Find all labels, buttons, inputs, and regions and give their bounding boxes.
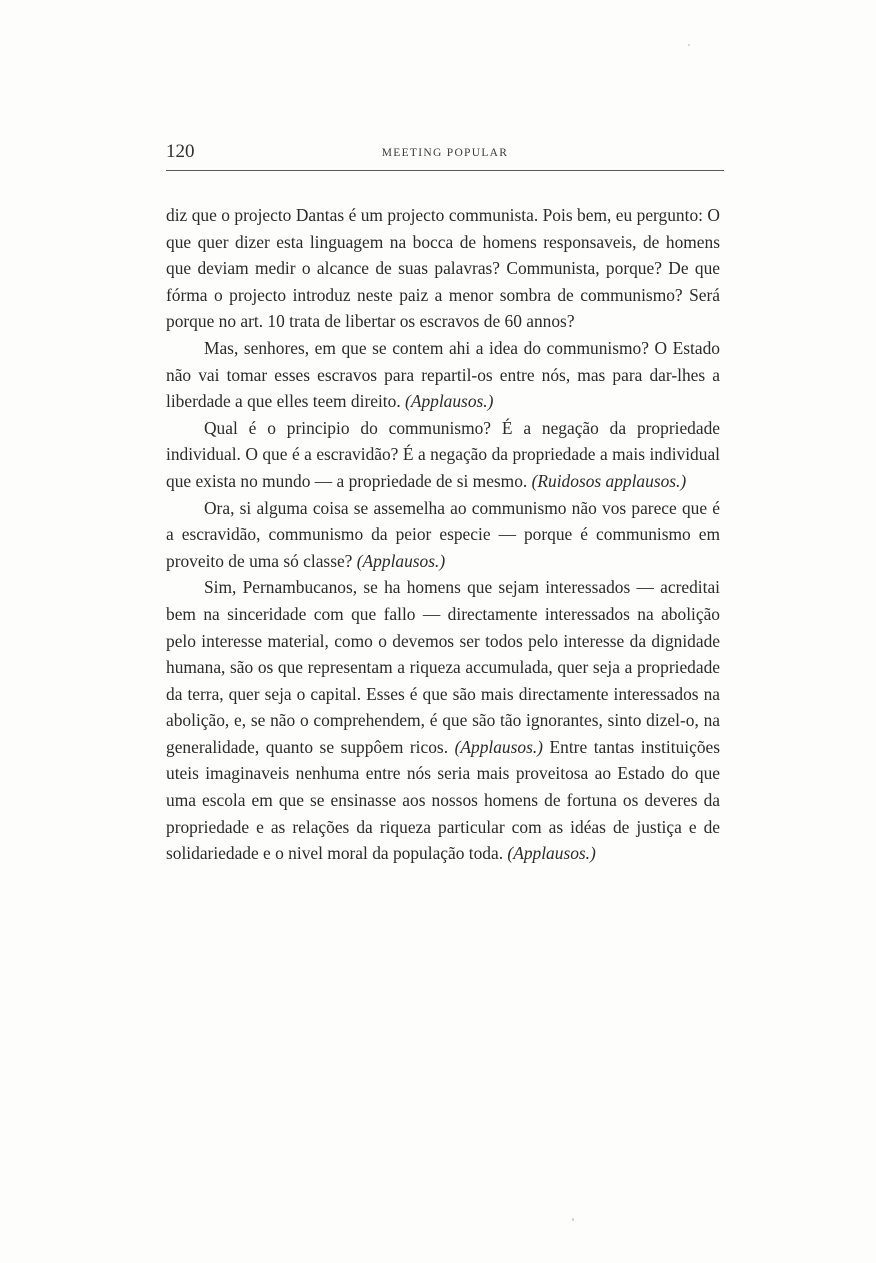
paragraph-text: Mas, senhores, em que se contem ahi a idea do communismo? O Estado não vai tomar esses escravos para repartil-os entre nós, mas para dar-lhes a liberdade a que elles teem direito. [166,337,720,412]
applause-note: (Applausos.) [356,550,446,571]
paragraph-2 [166,335,720,415]
page-number: 120 [166,141,195,162]
applause-note: (Applausos.) [405,391,494,412]
applause-note: (Applausos.) [507,843,596,864]
running-head [166,141,724,165]
paragraph-text: Entre tantas instituições uteis imaginaveis nenhuma entre nós seria mais proveitosa ao Estado do que uma escola em que se ensinasse aos nossos homens de fortuna os deveres da propriedade e as relações da riqueza particular com as idéas de justiça e de solidariedade e o nivel moral da população toda. [166,736,721,864]
paragraph-3 [166,415,720,495]
paragraph-text: diz que o projecto Dantas é um projecto communista. Pois bem, eu pergunto: O que quer dizer esta linguagem na bocca de homens responsaveis, de homens que deviam medir o alcance de suas palavras? Communista, porque? De que fórma o projecto introduz neste paiz a menor sombra de communismo? Será porque no art. 10 trata de libertar os escravos de 60 annos? [166,205,720,332]
paper-speck [572,1218,574,1221]
paragraph-4 [166,495,720,575]
paper-speck [688,44,690,46]
body-text [166,202,720,867]
paragraph-5 [166,574,720,867]
paragraph-text: Ora, si alguma coisa se assemelha ao communismo não vos parece que é a escravidão, communismo da peior especie — porque é communismo em proveito de uma só classe? [166,497,720,571]
running-title: MEETING POPULAR [381,147,509,159]
applause-note: (Applausos.) [454,736,543,757]
paragraph-text: Qual é o principio do communismo? É a negação da propriedade individual. O que é a escravidão? É a negação da propriedade a mais individual que exista no mundo — a propriedade de si mesmo. [166,417,720,491]
applause-note: (Ruidosos applausos.) [531,470,687,491]
paragraph-1 [166,202,720,335]
paragraph-text: Sim, Pernambucanos, se ha homens que sejam interessados — acreditai bem na sinceridade com que fallo — directamente interessados na abolição pelo interesse material, como o devemos ser todos pelo interesse da dignidade humana, são os que representam a riqueza accumulada, quer seja a propriedade da terra, quer seja o capital. Esses é que são mais directamente interessados na abolição, e, se não o comprehendem, é que são tão ignorantes, sinto dizel-o, na generalidade, quanto se suppôem ricos. [166,577,720,757]
header-rule [166,170,724,171]
